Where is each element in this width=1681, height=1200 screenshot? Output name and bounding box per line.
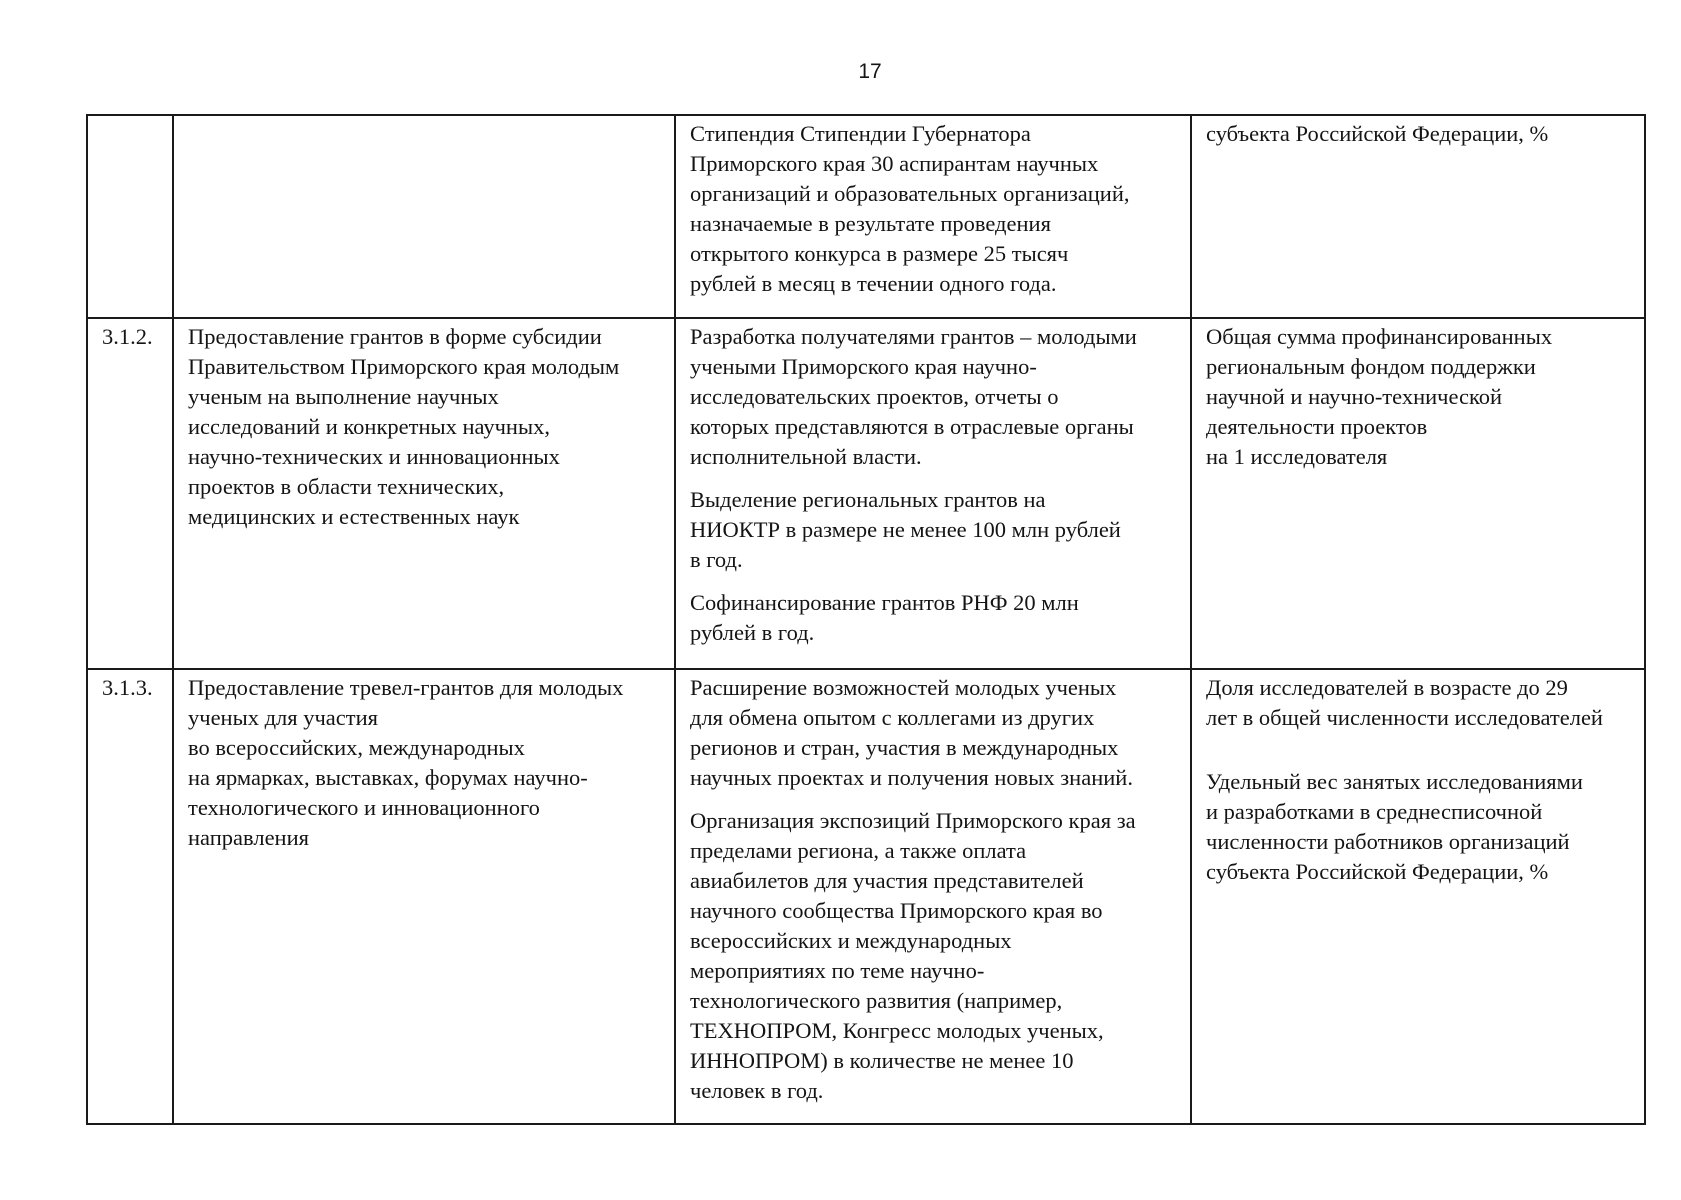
table-row	[87, 115, 1645, 318]
result-text: Расширение возможностей молодых ученых для обмена опытом с коллегами из других регионов и стран, участия в международных научных проектах и получения новых знаний.	[690, 675, 1133, 790]
row-number-cell: 3.1.3.	[87, 669, 173, 1124]
indicator-cell	[1191, 115, 1645, 318]
row-number-cell	[87, 115, 173, 318]
activity-cell	[173, 318, 675, 669]
indicator-text: Общая сумма профинансированных региональным фондом поддержки научной и научно-технической деятельности проектов на 1 исследователя	[1206, 324, 1553, 469]
indicator-cell	[1191, 318, 1645, 669]
result-text: Разработка получателями грантов – молодыми учеными Приморского края научно- исследовательских проектов, отчеты о которых представляются в отраслевые органы исполнительной власти.	[690, 324, 1137, 469]
table-row	[87, 318, 1645, 669]
indicator-cell	[1191, 669, 1645, 1124]
result-cell	[675, 115, 1191, 318]
program-table	[86, 114, 1646, 1125]
result-text: Стипендия Стипендии Губернатора Приморского края 30 аспирантам научных организаций и образовательных организаций, назначаемые в результате проведения открытого конкурса в размере 25 тысяч рублей в месяц в течении одного года.	[690, 121, 1130, 296]
activity-cell	[173, 669, 675, 1124]
indicator-text: субъекта Российской Федерации, %	[1206, 121, 1549, 146]
activity-cell	[173, 115, 675, 318]
result-text: Софинансирование грантов РНФ 20 млн рублей в год.	[690, 590, 1079, 645]
result-cell	[675, 318, 1191, 669]
result-text: Выделение региональных грантов на НИОКТР в размере не менее 100 млн рублей в год.	[690, 487, 1121, 572]
indicator-text: Доля исследователей в возрасте до 29 лет в общей численности исследователей	[1206, 675, 1603, 730]
table-row	[87, 669, 1645, 1124]
activity-text: Предоставление грантов в форме субсидии Правительством Приморского края молодым ученым на выполнение научных исследований и конкретных научных, научно-технических и инновационных проектов в области технических, медицинских и естественных наук	[188, 324, 620, 529]
row-number-cell: 3.1.2.	[87, 318, 173, 669]
result-cell	[675, 669, 1191, 1124]
result-text: Организация экспозиций Приморского края за пределами региона, а также оплата авиабилетов для участия представителей научного сообщества Приморского края во всероссийских и международных мероприятиях по теме научно- технологического развития (например, ТЕХНОПРОМ, Конгресс молодых ученых, ИННОПРОМ) в количестве не менее 10 человек в год.	[690, 808, 1136, 1103]
activity-text: Предоставление тревел-грантов для молодых ученых для участия во всероссийских, международных на ярмарках, выставках, форумах научно- технологического и инновационного направления	[188, 675, 624, 850]
page-number: 17	[858, 60, 882, 83]
indicator-text: Удельный вес занятых исследованиями и разработками в среднесписочной численности работников организаций субъекта Российской Федерации, %	[1206, 769, 1583, 884]
